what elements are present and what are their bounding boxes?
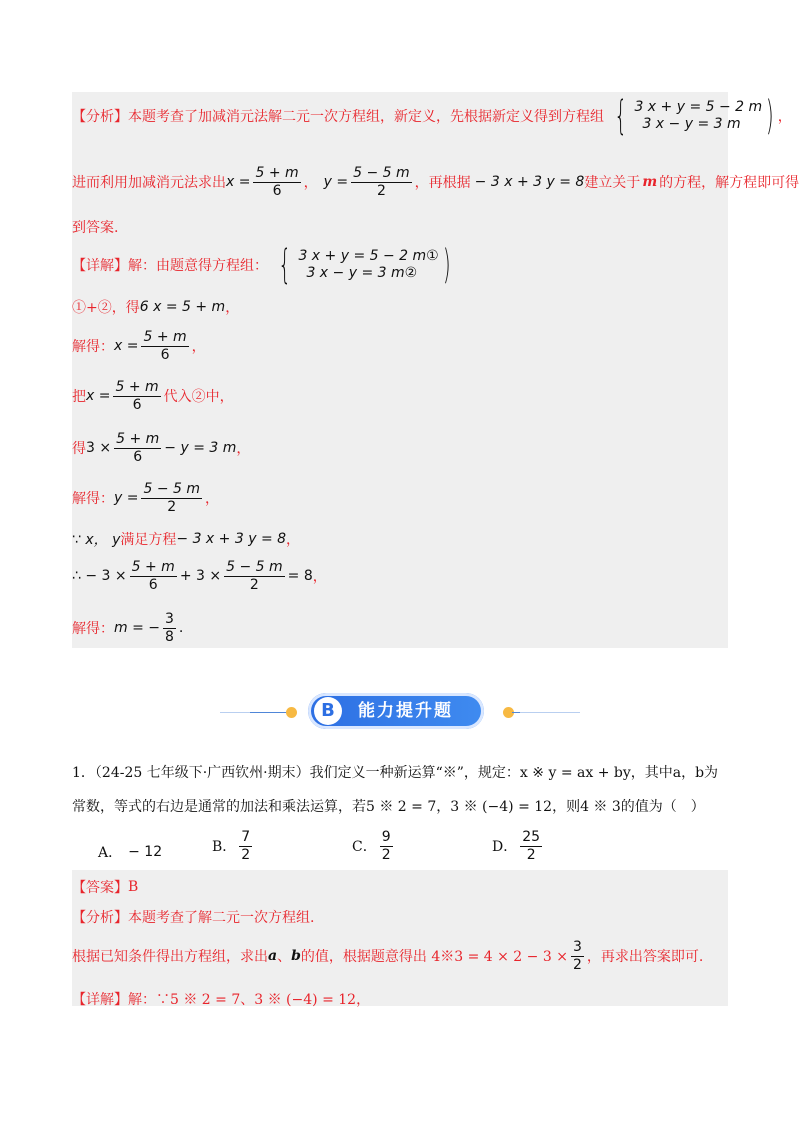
analysis-text: ，再求出答案即可. <box>586 949 704 965</box>
analysis-text: 本题考查了解二元一次方程组. <box>128 910 315 926</box>
step-lhs: y = <box>114 490 139 506</box>
detail-tag: 【详解】 <box>72 992 128 1008</box>
detail-step-6 <box>72 528 300 550</box>
detail-step-7 <box>72 556 327 596</box>
step-math: ∴ − 3 × <box>72 568 127 584</box>
numerator: 7 <box>241 829 251 846</box>
denominator: 6 <box>160 346 170 363</box>
option-label: D． <box>492 839 518 855</box>
analysis-line-1 <box>72 93 792 139</box>
denominator: 6 <box>148 576 158 593</box>
denominator: 6 <box>133 448 143 465</box>
numerator: 25 <box>522 829 541 846</box>
step-math: + 3 × <box>179 568 222 584</box>
numerator: 5 − 5 m <box>143 481 201 498</box>
option-label: C． <box>352 839 377 855</box>
step-punct: ， <box>312 569 327 585</box>
equation-system-2: { 3 x + y = 5 − 2 m① 3 x − y = 3 m② ) <box>278 242 451 288</box>
numerator: 3 <box>165 611 174 628</box>
detail-step-5 <box>72 478 219 518</box>
denominator: 2 <box>249 576 259 593</box>
answer-analysis-line-2 <box>72 936 703 976</box>
option-c[interactable] <box>352 826 396 866</box>
analysis-text: 根据已知条件得出方程组，求出 <box>72 949 268 965</box>
step-lhs: x = <box>114 338 139 354</box>
numerator: 3 <box>572 939 582 956</box>
equation-inline: − 3 x + 3 y = 8 <box>474 174 585 190</box>
fraction <box>114 431 161 464</box>
analysis-line-2 <box>72 162 799 202</box>
denominator: 2 <box>572 956 582 973</box>
option-label: B． <box>212 839 237 855</box>
detail-step-8 <box>72 608 183 648</box>
step-math: ∵ x， y <box>72 532 121 548</box>
step-math: − 3 x + 3 y = 8 <box>176 531 287 547</box>
step-math: = 8 <box>287 568 313 584</box>
analysis-line-3 <box>72 216 118 238</box>
step-text: 满足方程 <box>120 532 177 548</box>
denominator: 2 <box>167 498 177 515</box>
analysis-text: 的值，根据题意得出 4※3 = 4 × 2 − 3 × <box>300 949 568 965</box>
numerator: 5 − 5 m <box>353 165 410 182</box>
variable-b: b <box>291 948 301 964</box>
answer-detail-line <box>72 988 370 1010</box>
step-math: 3 × <box>86 440 112 456</box>
step-lhs: m = − <box>114 620 160 636</box>
variable-a: a <box>268 948 278 964</box>
detail-step-4 <box>72 428 250 468</box>
fraction-1 <box>130 559 177 592</box>
answer-tag: 【答案】 <box>72 880 128 896</box>
step-text: ①+②，得 <box>72 300 140 316</box>
fraction-x <box>253 165 300 198</box>
system-row-2: 3 x − y = 3 m <box>642 116 741 132</box>
step-punct: ， <box>236 441 251 457</box>
numerator: 5 + m <box>143 329 187 346</box>
detail-step-3 <box>72 376 234 416</box>
banner-pill <box>308 693 484 729</box>
denominator: 8 <box>165 628 174 645</box>
x-lhs: x = <box>226 174 251 190</box>
comma: ， <box>777 109 792 125</box>
analysis-tag: 【分析】 <box>72 910 128 926</box>
denominator: 2 <box>526 846 536 863</box>
detail-line-1 <box>72 242 454 288</box>
banner-title: 能力提升题 <box>358 701 453 721</box>
fraction <box>163 611 176 644</box>
numerator: 5 + m <box>116 431 160 448</box>
step-text: 解得： <box>72 491 114 507</box>
banner-letter: B <box>314 697 342 725</box>
fraction <box>141 329 188 362</box>
option-a[interactable] <box>98 834 162 870</box>
separator: 、 <box>277 949 292 965</box>
fraction-2 <box>224 559 285 592</box>
option-value: − 12 <box>128 844 163 860</box>
denominator: 2 <box>241 846 251 863</box>
step-punct: . <box>178 620 184 636</box>
numerator: 5 + m <box>115 379 159 396</box>
step-punct: ， <box>225 300 240 316</box>
option-b[interactable] <box>212 826 255 866</box>
numerator: 5 + m <box>255 165 299 182</box>
answer-value: B <box>128 879 139 895</box>
analysis-text-2d: 的方程，解方程即可得 <box>659 175 800 191</box>
question-line-1: 1．（24-25 七年级下·广西钦州·期末）我们定义一种新运算“※”，规定：x ※ y = ax + by，其中a，b为 <box>72 765 719 781</box>
denominator: 6 <box>132 396 142 413</box>
answer-analysis-line <box>72 906 314 928</box>
detail-text: 解：∵5 ※ 2 = 7、3 ※ (−4) = 12， <box>128 992 371 1008</box>
system-row-2: 3 x − y = 3 m② <box>306 265 418 281</box>
analysis-text-2b: ，再根据 <box>414 175 471 191</box>
numerator: 5 + m <box>131 559 175 576</box>
detail-tag: 【详解】 <box>72 258 128 274</box>
step-punct: ， <box>286 532 301 548</box>
analysis-text-2a: 进而利用加减消元法求出 <box>72 175 226 191</box>
option-fraction <box>380 829 393 862</box>
option-label: A． <box>98 845 123 861</box>
denominator: 2 <box>376 182 386 199</box>
separator: ， <box>303 175 318 191</box>
analysis-text-2c: 建立关于 <box>584 175 641 191</box>
banner-line-left-accent <box>250 712 288 713</box>
step-lhs: x = <box>86 388 111 404</box>
detail-intro: 解：由题意得方程组： <box>128 258 268 274</box>
fraction <box>141 481 202 514</box>
answer-line <box>72 876 138 898</box>
option-fraction <box>239 829 252 862</box>
fraction <box>113 379 160 412</box>
system-row-1: 3 x + y = 5 − 2 m <box>634 98 763 115</box>
banner-dot-left <box>286 707 297 718</box>
denominator: 6 <box>272 182 282 199</box>
step-text: 得 <box>72 441 86 457</box>
step-math: − y = 3 m <box>164 440 237 456</box>
step-math: 6 x = 5 + m <box>139 299 226 315</box>
numerator: 5 − 5 m <box>226 559 283 576</box>
option-fraction <box>520 829 542 862</box>
option-d[interactable] <box>492 826 545 866</box>
y-lhs: y = <box>323 174 349 190</box>
question-line-2: 常数，等式的右边是通常的加法和乘法运算，若5 ※ 2 = 7，3 ※ (−4) = 12，则4 ※ 3的值为（ ） <box>72 799 705 815</box>
denominator: 2 <box>381 846 391 863</box>
step-text: 把 <box>72 389 86 405</box>
banner-line-right <box>520 712 580 713</box>
step-text: 解得： <box>72 339 114 355</box>
analysis-tag: 【分析】 <box>72 109 128 125</box>
step-punct: ， <box>191 339 206 355</box>
step-punct: ， <box>205 491 220 507</box>
fraction <box>571 939 584 972</box>
system-row-1: 3 x + y = 5 − 2 m① <box>298 247 439 264</box>
step-text: 解得： <box>72 621 114 637</box>
analysis-text-1: 本题考查了加减消元法解二元一次方程组，新定义，先根据新定义得到方程组 <box>128 109 604 125</box>
numerator: 9 <box>381 829 391 846</box>
detail-step-2 <box>72 326 206 366</box>
section-banner <box>220 690 580 730</box>
detail-step-1 <box>72 296 239 318</box>
variable-m: m <box>642 174 658 190</box>
fraction-y <box>351 165 412 198</box>
analysis-text-3: 到答案. <box>72 220 119 236</box>
step-text: 代入②中， <box>163 389 234 405</box>
equation-system-1: { 3 x + y = 5 − 2 m 3 x − y = 3 m ) <box>614 93 774 139</box>
